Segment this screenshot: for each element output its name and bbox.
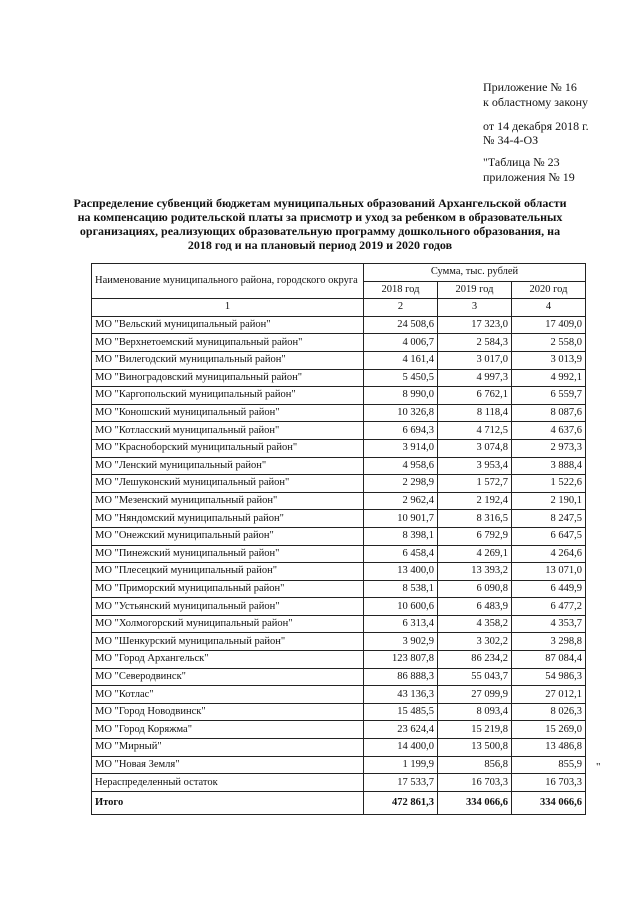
col-header-2020: 2020 год (512, 281, 586, 299)
row-2019: 17 323,0 (438, 316, 512, 334)
row-2018: 13 400,0 (364, 563, 438, 581)
table-row (92, 527, 586, 545)
row-name: МО "Лешуконский муниципальный район" (92, 475, 364, 493)
row-2020: 4 264,6 (512, 545, 586, 563)
row-2019: 2 192,4 (438, 492, 512, 510)
table-row (92, 580, 586, 598)
table-row (92, 721, 586, 739)
col-header-sum: Сумма, тыс. рублей (364, 264, 586, 282)
law-date: от 14 декабря 2018 г. (483, 119, 589, 133)
row-name: МО "Няндомский муниципальный район" (92, 510, 364, 528)
row-name: МО "Пинежский муниципальный район" (92, 545, 364, 563)
row-2020: 4 637,6 (512, 422, 586, 440)
col-number-1: 1 (92, 299, 364, 317)
row-2019: 8 093,4 (438, 703, 512, 721)
row-name: МО "Город Новодвинск" (92, 703, 364, 721)
row-name: МО "Вельский муниципальный район" (92, 316, 364, 334)
row-2018: 3 914,0 (364, 439, 438, 457)
row-2019: 6 090,8 (438, 580, 512, 598)
total-2018: 472 861,3 (364, 791, 438, 814)
table-header-row (92, 264, 586, 282)
row-2020: 8 087,6 (512, 404, 586, 422)
appendix-number: Приложение № 16 (483, 80, 577, 94)
subvention-table (91, 263, 586, 815)
row-name: МО "Ленский муниципальный район" (92, 457, 364, 475)
table-row (92, 739, 586, 757)
row-2019: 4 358,2 (438, 615, 512, 633)
row-2018: 10 600,6 (364, 598, 438, 616)
table-row (92, 651, 586, 669)
row-name: МО "Верхнетоемский муниципальный район" (92, 334, 364, 352)
table-row (92, 774, 586, 792)
row-2020: 855,9 (512, 756, 586, 774)
row-2020: 15 269,0 (512, 721, 586, 739)
table-row (92, 439, 586, 457)
table-row (92, 510, 586, 528)
row-2019: 4 997,3 (438, 369, 512, 387)
row-2018: 15 485,5 (364, 703, 438, 721)
table-row (92, 369, 586, 387)
table-row (92, 316, 586, 334)
row-2019: 55 043,7 (438, 668, 512, 686)
row-2019: 3 017,0 (438, 351, 512, 369)
table-row (92, 686, 586, 704)
col-header-name: Наименование муниципального района, городского округа (92, 264, 364, 299)
row-2020: 6 477,2 (512, 598, 586, 616)
table-row (92, 703, 586, 721)
row-2018: 8 538,1 (364, 580, 438, 598)
row-2018: 23 624,4 (364, 721, 438, 739)
row-2020: 3 298,8 (512, 633, 586, 651)
row-2020: 13 486,8 (512, 739, 586, 757)
row-2018: 123 807,8 (364, 651, 438, 669)
row-2018: 4 006,7 (364, 334, 438, 352)
row-2020: 8 247,5 (512, 510, 586, 528)
row-2019: 13 393,2 (438, 563, 512, 581)
row-2020: 2 973,3 (512, 439, 586, 457)
row-name: МО "Виноградовский муниципальный район" (92, 369, 364, 387)
row-2019: 4 269,1 (438, 545, 512, 563)
total-label: Итого (92, 791, 364, 814)
row-2019: 16 703,3 (438, 774, 512, 792)
table-row (92, 334, 586, 352)
closing-quote: " (596, 761, 601, 773)
table-row (92, 387, 586, 405)
row-2020: 3 013,9 (512, 351, 586, 369)
col-number-4: 4 (512, 299, 586, 317)
table-row (92, 351, 586, 369)
table-total-row (92, 791, 586, 814)
row-2018: 24 508,6 (364, 316, 438, 334)
row-2018: 8 398,1 (364, 527, 438, 545)
row-2020: 6 559,7 (512, 387, 586, 405)
col-header-2018: 2018 год (364, 281, 438, 299)
table-row (92, 633, 586, 651)
row-2019: 856,8 (438, 756, 512, 774)
table-row (92, 492, 586, 510)
row-2019: 6 483,9 (438, 598, 512, 616)
row-2019: 2 584,3 (438, 334, 512, 352)
row-2018: 17 533,7 (364, 774, 438, 792)
row-name: МО "Котласский муниципальный район" (92, 422, 364, 440)
row-2019: 27 099,9 (438, 686, 512, 704)
row-2019: 3 302,2 (438, 633, 512, 651)
row-name: МО "Каргопольский муниципальный район" (92, 387, 364, 405)
table-row (92, 615, 586, 633)
row-2018: 2 298,9 (364, 475, 438, 493)
row-2018: 6 313,4 (364, 615, 438, 633)
row-2018: 6 694,3 (364, 422, 438, 440)
row-name: Нераспределенный остаток (92, 774, 364, 792)
row-2018: 8 990,0 (364, 387, 438, 405)
table-row (92, 668, 586, 686)
row-name: МО "Красноборский муниципальный район" (92, 439, 364, 457)
row-2020: 54 986,3 (512, 668, 586, 686)
table-row (92, 545, 586, 563)
row-name: МО "Коношский муниципальный район" (92, 404, 364, 422)
table-row (92, 404, 586, 422)
row-2018: 10 901,7 (364, 510, 438, 528)
row-2020: 4 353,7 (512, 615, 586, 633)
row-2018: 3 902,9 (364, 633, 438, 651)
row-2020: 6 647,5 (512, 527, 586, 545)
row-name: МО "Устьянский муниципальный район" (92, 598, 364, 616)
row-2018: 2 962,4 (364, 492, 438, 510)
table-row (92, 598, 586, 616)
row-2019: 6 762,1 (438, 387, 512, 405)
row-2018: 10 326,8 (364, 404, 438, 422)
row-name: МО "Город Коряжма" (92, 721, 364, 739)
row-2019: 8 316,5 (438, 510, 512, 528)
row-2018: 43 136,3 (364, 686, 438, 704)
col-header-2019: 2019 год (438, 281, 512, 299)
row-2018: 86 888,3 (364, 668, 438, 686)
document-title: Распределение субвенций бюджетам муниципальных образований Архангельской области на компенсацию родительской платы за присмотр и уход за ребенком в образовательных организациях, реализующих образовательную программу дошкольного образования, на 2018 год и на плановый период 2019 и 2020 годов (73, 196, 567, 252)
row-2019: 15 219,8 (438, 721, 512, 739)
row-name: МО "Шенкурский муниципальный район" (92, 633, 364, 651)
row-2020: 2 190,1 (512, 492, 586, 510)
row-name: МО "Мезенский муниципальный район" (92, 492, 364, 510)
table-row (92, 563, 586, 581)
row-2020: 27 012,1 (512, 686, 586, 704)
table-appendix-ref: приложения № 19 (483, 170, 575, 184)
row-name: МО "Мирный" (92, 739, 364, 757)
col-number-2: 2 (364, 299, 438, 317)
law-number: № 34-4-ОЗ (483, 133, 539, 147)
row-2018: 4 161,4 (364, 351, 438, 369)
row-2019: 6 792,9 (438, 527, 512, 545)
appendix-law-ref: к областному закону (483, 95, 589, 109)
row-2019: 8 118,4 (438, 404, 512, 422)
row-2020: 6 449,9 (512, 580, 586, 598)
row-2020: 87 084,4 (512, 651, 586, 669)
row-2019: 13 500,8 (438, 739, 512, 757)
row-2020: 1 522,6 (512, 475, 586, 493)
row-2018: 6 458,4 (364, 545, 438, 563)
row-name: МО "Северодвинск" (92, 668, 364, 686)
table-row (92, 475, 586, 493)
row-2019: 3 074,8 (438, 439, 512, 457)
row-name: МО "Онежский муниципальный район" (92, 527, 364, 545)
row-name: МО "Новая Земля" (92, 756, 364, 774)
row-2018: 5 450,5 (364, 369, 438, 387)
row-2020: 17 409,0 (512, 316, 586, 334)
row-name: МО "Плесецкий муниципальный район" (92, 563, 364, 581)
row-2020: 2 558,0 (512, 334, 586, 352)
row-2018: 4 958,6 (364, 457, 438, 475)
row-2018: 14 400,0 (364, 739, 438, 757)
row-2018: 1 199,9 (364, 756, 438, 774)
row-2020: 8 026,3 (512, 703, 586, 721)
row-2019: 86 234,2 (438, 651, 512, 669)
row-name: МО "Приморский муниципальный район" (92, 580, 364, 598)
row-2019: 1 572,7 (438, 475, 512, 493)
row-name: МО "Город Архангельск" (92, 651, 364, 669)
row-2019: 3 953,4 (438, 457, 512, 475)
table-row (92, 756, 586, 774)
row-name: МО "Вилегодский муниципальный район" (92, 351, 364, 369)
table-ref: "Таблица № 23 (483, 155, 560, 169)
table-row (92, 457, 586, 475)
row-name: МО "Холмогорский муниципальный район" (92, 615, 364, 633)
row-2019: 4 712,5 (438, 422, 512, 440)
col-number-3: 3 (438, 299, 512, 317)
row-2020: 4 992,1 (512, 369, 586, 387)
total-2020: 334 066,6 (512, 791, 586, 814)
table-row (92, 422, 586, 440)
row-2020: 16 703,3 (512, 774, 586, 792)
table-numbering-row (92, 299, 586, 317)
row-name: МО "Котлас" (92, 686, 364, 704)
row-2020: 3 888,4 (512, 457, 586, 475)
row-2020: 13 071,0 (512, 563, 586, 581)
total-2019: 334 066,6 (438, 791, 512, 814)
